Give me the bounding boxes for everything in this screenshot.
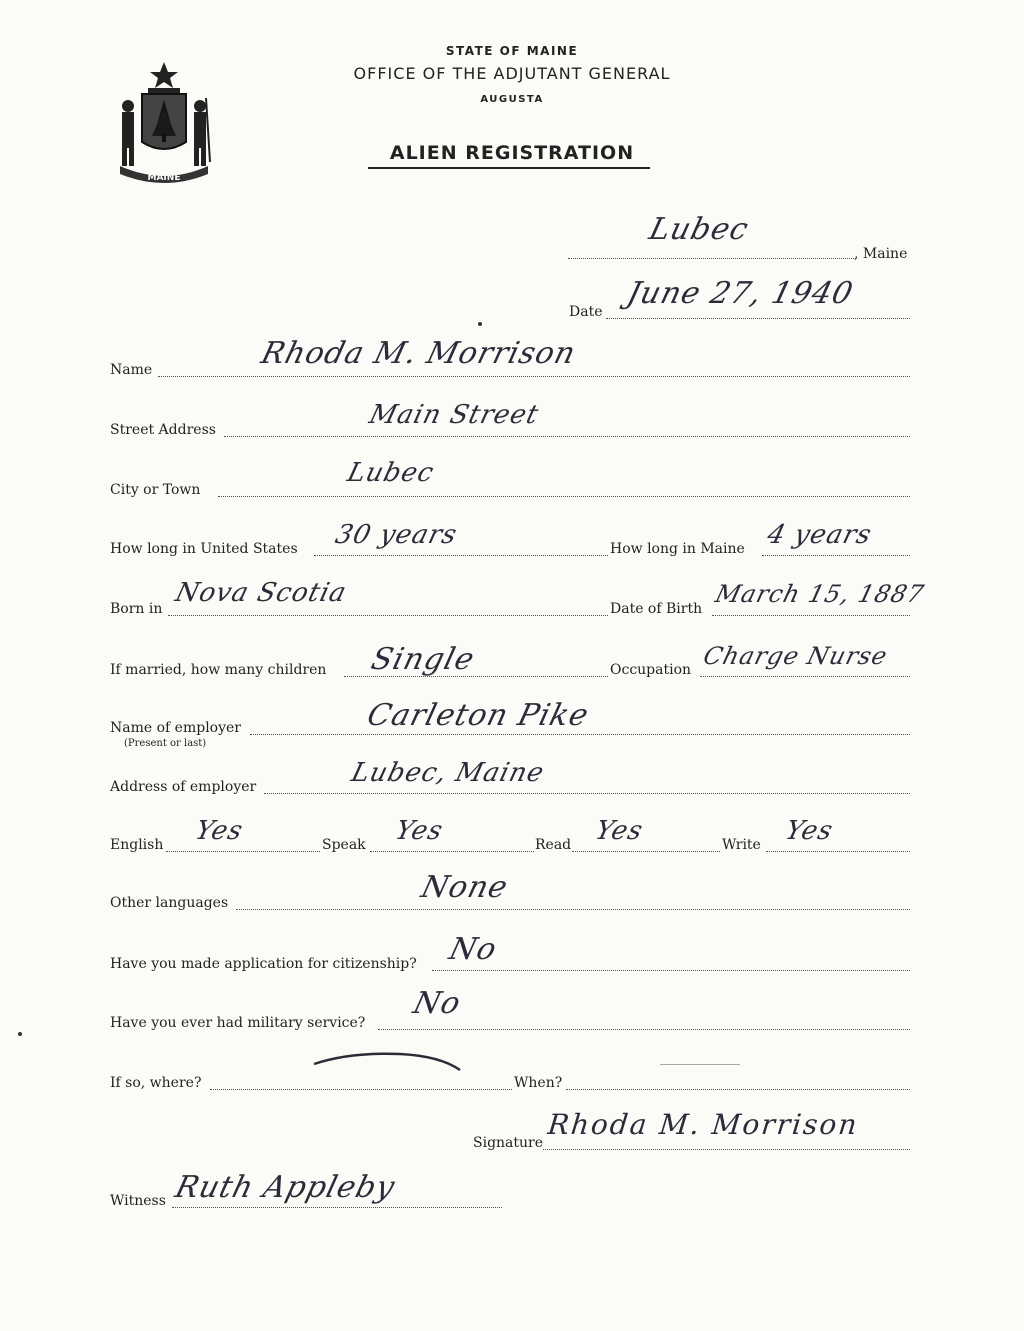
born-in-line — [168, 615, 608, 616]
military-label: Have you ever had military service? — [110, 1015, 366, 1031]
other-languages-value[interactable]: None — [417, 870, 512, 905]
form-title: ALIEN REGISTRATION — [389, 142, 635, 164]
maine-label: , Maine — [854, 246, 908, 262]
employer-line — [250, 734, 910, 735]
dob-value[interactable]: March 15, 1887 — [712, 580, 928, 608]
when-label: When? — [514, 1075, 563, 1091]
employer-address-line — [264, 793, 910, 794]
write-value[interactable]: Yes — [782, 816, 837, 846]
speak-line — [370, 851, 534, 852]
married-label: If married, how many children — [110, 662, 327, 678]
dob-line — [712, 615, 910, 616]
occupation-line — [700, 676, 910, 677]
ink-speck — [18, 1032, 22, 1036]
witness-label: Witness — [110, 1193, 166, 1209]
how-long-us-label: How long in United States — [110, 541, 298, 557]
military-value[interactable]: No — [409, 986, 465, 1021]
signature-value[interactable]: Rhoda M. Morrison — [546, 1108, 861, 1141]
where-line — [210, 1089, 512, 1090]
svg-text:MAINE: MAINE — [147, 173, 181, 183]
town-line — [568, 258, 854, 259]
signature-label: Signature — [473, 1135, 544, 1151]
read-label: Read — [535, 837, 572, 853]
city-heading: AUGUSTA — [480, 94, 544, 105]
date-value[interactable]: June 27, 1940 — [623, 276, 857, 311]
employer-sublabel: (Present or last) — [124, 738, 207, 749]
english-line — [166, 851, 320, 852]
when-faint-mark — [660, 1064, 740, 1065]
city-town-label: City or Town — [110, 482, 201, 498]
occupation-value[interactable]: Charge Nurse — [700, 642, 891, 670]
military-line — [378, 1029, 910, 1030]
english-value[interactable]: Yes — [192, 816, 247, 846]
born-in-label: Born in — [110, 601, 163, 617]
name-line — [158, 376, 910, 377]
street-label: Street Address — [110, 422, 216, 438]
how-long-maine-label: How long in Maine — [610, 541, 745, 557]
ink-speck — [478, 322, 482, 326]
how-long-maine-value[interactable]: 4 years — [764, 520, 875, 550]
city-town-line — [218, 496, 910, 497]
citizenship-label: Have you made application for citizenship? — [110, 956, 417, 972]
date-line — [606, 318, 910, 319]
where-label: If so, where? — [110, 1075, 202, 1091]
write-label: Write — [722, 837, 761, 853]
married-value[interactable]: Single — [367, 642, 479, 677]
citizenship-line — [432, 970, 910, 971]
speak-value[interactable]: Yes — [392, 816, 447, 846]
occupation-label: Occupation — [610, 662, 692, 678]
employer-address-label: Address of employer — [110, 779, 257, 795]
dob-label: Date of Birth — [610, 601, 703, 617]
citizenship-value[interactable]: No — [445, 932, 501, 967]
name-value[interactable]: Rhoda M. Morrison — [257, 336, 580, 371]
born-in-value[interactable]: Nova Scotia — [172, 578, 350, 608]
town-value[interactable]: Lubec — [645, 212, 753, 247]
how-long-maine-line — [762, 555, 910, 556]
write-line — [766, 851, 910, 852]
read-value[interactable]: Yes — [592, 816, 647, 846]
other-languages-label: Other languages — [110, 895, 229, 911]
employer-address-value[interactable]: Lubec, Maine — [348, 758, 548, 788]
date-label: Date — [569, 304, 603, 320]
witness-value[interactable]: Ruth Appleby — [171, 1170, 399, 1205]
title-underline — [368, 167, 650, 169]
signature-line — [543, 1149, 910, 1150]
other-languages-line — [236, 909, 910, 910]
street-value[interactable]: Main Street — [366, 400, 543, 430]
english-label: English — [110, 837, 164, 853]
city-town-value[interactable]: Lubec — [344, 458, 438, 488]
employer-label: Name of employer — [110, 720, 241, 736]
speak-label: Speak — [322, 837, 366, 853]
how-long-us-value[interactable]: 30 years — [332, 520, 461, 550]
state-heading: STATE OF MAINE — [445, 44, 579, 58]
employer-value[interactable]: Carleton Pike — [363, 698, 593, 733]
office-heading: OFFICE OF THE ADJUTANT GENERAL — [353, 64, 671, 83]
witness-line — [172, 1207, 502, 1208]
read-line — [572, 851, 720, 852]
how-long-us-line — [314, 555, 608, 556]
name-label: Name — [110, 362, 153, 378]
where-dash-mark — [310, 1046, 470, 1076]
when-line — [566, 1089, 910, 1090]
street-line — [224, 436, 910, 437]
